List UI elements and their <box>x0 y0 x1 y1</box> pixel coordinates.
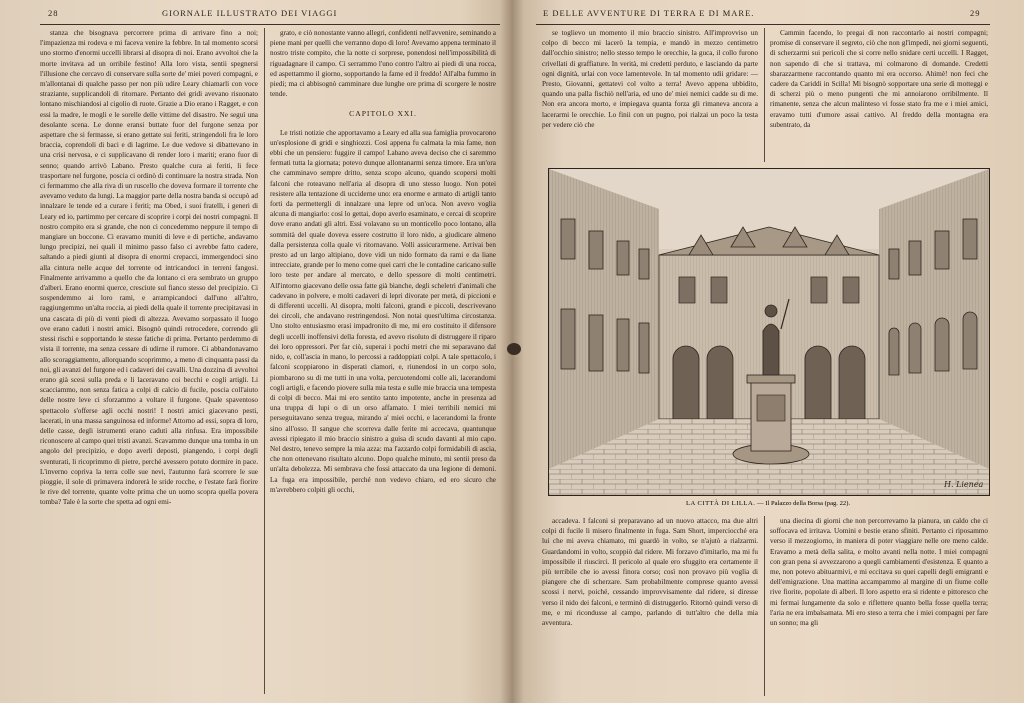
left-col2-body: Le tristi notizie che apportavamo a Leary ed alla sua famiglia provocarono un'esplosione di gridi e singhiozzi. Così appena fu calmata la mia fame, non ebbi che un pensiero: fuggire il campo! Labano aveva deciso che ci saremmo fermati tutta la giornata; potevo dunque allontanarmi senza timore. Era un'ora che camminavo sempre dritto, senza scopo alcuno, quando scopersi molti falconi che roteavano nell'aria al disopra di uno stesso luogo. Non potei resistere alla tentazione di ucciderne uno: era enorme e armato di artigli tanto forti da permettergli di innalzare una lepre od un'oca. Non avevo voglia alcuna di mangiarlo: così lo gettai, dopo averlo esaminato, e cercai di scoprire dove erano andati gli altri. Essi volavano su un monticello poco lontano, alla sommità del quale doveva essere costrutto il loro nido, a giudicare almeno dalla persistenza colla quale vi ritornavano. Volli assicurarmene. Arrivai ben presto ad un largo altipiano, dove vidi un nido formato da rami e da liane intrecciate, grande per lo meno come quei carri che le contadine caricano sulle loro teste per andare al mercato, e dello spessore di molti centimetri. All'intorno giacevano delle ossa fatte già bianche, degli scheletri d'animali che cadevano in polvere, e molti cadaveri di lepri divorate per metà, di piccioni e di differenti uccelli. Al disopra, molti falconi, grandi e piccoli, descrivevano dei circoli, che andavano restringendosi. Non notai quest'ultima circostanza. Uno stolto entusiasmo erasi impadronito di me, mi ero costituito il difensore degli uccelli inoffensivi della foresta, ed avevo risoluto di distruggere il riparo dei loro oppressori. Per far ciò, superai i pochi metri che mi separavano dal nido, e, coll'ascia in mano, lo percossi a raddoppiati colpi. A tale spettacolo, i falconi scoppiarono in disperati clamori, e, riunendosi in un corpo solo, piombarono su di me tutti in una volta, percuotendomi colle ali, lacerandomi cogli artigli, e facendo piovere sulla mia testa e sulle mie braccia una tempesta di colpi di becco. Mai mi ero sentito tanto impotente, anche in presenza ad una truppa di lupi o di un orso affamato. I miei terribili nemici mi perseguitavano senza tregua, mirando a' miei occhi, e lacerandomi la fronte sino all'osso. Il sangue che scorreva dalle ferite mi accecava, quantunque avessi ripiegato il mio braccio sinistro a guisa di scudo davanti al mio capo. Nel destro, tenevo sempre la mia azza: ma l'azzardo colpi formidabili di ascia, che non ottenevano risultato alcuno. Dopo qualche minuto, mi sentii preso da un'alta debolezza. Mi sembrava che fossi attaccato da una legione di demoni. La fuga era impossibile, perché non vedevo chiaro, ed ero sicuro che m'avrebbero colpiti gli occhi, <box>270 128 496 494</box>
right-col1-top-text: se toglievo un momento il mio braccio sinistro. All'improvviso un colpo di becco mi lacerò la tempia, e mandò in mezzo centimetro dall'occhio sinistro; nello stesso tempo le orecchie, la guca, il collo furono crivellati di graffiature. In verità, mi credetti perduto, e lasciando da parte ogni dignità, urlai con voce lamentevole. In tal momento udii gridare: — Presto, Giovanni, gettatevi col volto a terra! Avevo appena ubbidito, quando una palla fischiò nell'aria, ed uno de' miei nemici cadde su di me. Non era ancora morto, e impiegava quanta forza gli rimaneva ancora a lacerarmi le orecchie. Lo finii con un pugno, poi rialzai un poco la testa per vedere ciò che <box>542 29 758 129</box>
engraver-signature: H. Lienea <box>944 480 984 489</box>
right-column-1-bottom <box>542 516 758 696</box>
binding-hole <box>507 343 521 355</box>
right-column-2-top <box>770 28 988 162</box>
left-header-rule <box>40 24 500 25</box>
left-column-divider <box>264 28 265 694</box>
left-column-2 <box>270 28 496 694</box>
left-col1-text: stanza che bisognava percorrere prima di arrivare fino a noi; l'impazienza mi rodeva e mi faceva venire la febbre. In tal momento scorsi uno stormo d'enormi uccelli librarsi al disopra di noi. Erano avvoltoi che la morte invitava ad un orribile festino! Alla loro vista, sentii spegnersi l'illusione che cercavo di conservare sulla sorte de' miei poveri compagni, e m'allontanai di qualche passo per non più udire Leary chiamarli con voce straziante, supplicandoli di ritornare. Pertanto dei gridi avevano risuonato lontano mischiandosi al cigolio di ruote. Grazie a Dio erano i Ragget, e con essi la madre, le mogli e le sorelle delle vittime del disastro. Ne seguì una desolante scena. Le donne eransi buttate fuor del furgone senza por aspettare che si fermasse, si erano gettate sui feriti, stringendoli fra le loro braccia, coprendoli di baci e di lagrime. Le due vedove si dibattevano in una crisi nervosa, e ci supplicavano di render loro i mariti; erano fuor di senno; quando arrivò Labano. Presto qualche cura ai feriti, li fece trasportare nel furgone, poscia ci ordinò di continuare la nostra strada. Non ci fermammo che alla riva di un ruscello che doveva formare il torrente che avevamo veduto da lungi. La maggior parte della nostra banda si occupò ad innalzare le tende ed a curare i feriti; ma Obed, i suoi fratelli, i generi di Leary ed io, partimmo per cercare di scoprire i corpi dei nostri compagni. Il nostro compito era si grande, che non ci concedemmo neppure il tempo di mangiare un boccone. Ci eravamo muniti di leve e di pertiche, andavamo lungo precipizi, nei quali il minimo passo falso ci avrebbe fatto cadere, saltando a piedi giunti al disopra di enormi crepacci, immergendoci sino alla cintura nelle acque del torrente od intricandoci in terreni fangosi. Finalmente arrivammo a quello che da lontano ci era sembrato un gruppo d'alberi. Erano enormi querce, cresciute sul fianco stesso del precipizio. Ci sospendemmo ai loro rami, e arrampicandoci dall'uno all'altro, raggiungemmo un'alta roccia, ai piedi della quale il torrente precipitavasi in una cascata di più di venti piedi di altezza. Avevamo sorpassato il luogo ove erano caduti i nostri amici. Bisognò quindi retrocedere, correndo gli stessi rischi e sopportando le stesse fatiche di prima. Pertanto perdemmo di vista il torrente, ma senza cessare di udirne il rumore. Ci abbandonavamo allo scoraggiamento, allorquando scoprimmo, a meno di cinquanta passi da noi, gli avanzi del furgone ed i cadaveri dei cavalli. Una dozzina di avvoltoi erano già scesi sulla preda e li laceravano coi becchi e cogli artigli. Li scacciammo, non senza fatica a colpi di calcio di fucile, poscia coll'aiuto delle nostre leve ci sforzammo a voltare il furgone. Quale spaventoso spettacolo s'offerse agli occhi nostri! I nostri amici giacevano pesti, lacerati, in una massa sanguinosa ed informe! Attorno ad essi, sopra di loro, delle casse, degli istrumenti erano caduti alla rinfusa. Era impossibile riconoscere al campo quei tristi avanzi. Scavammo dunque una tomba in un angolo del precipizio, e dopo averli deposti, piangendo, i corpi degli sventurati, li ricoprimmo di pietre, perché avessero potuto dormire in pace. L'inverno copriva la terra colle sue nevi, l'autunno farà scorrere le sue pioggie, il sole di primavera indorerà le sride rocche, e l'estate farà fiorire le rive del torrente, quante volte prima che un uomo scopra quella povera tomba? Tale è la sorte che spetta ad ogni emi- <box>40 29 258 507</box>
caption-title: LA CITTÀ DI LILLA. <box>685 500 756 507</box>
right-col1-bottom-text: accadeva. I falconi si preparavano ad un nuovo attacco, ma due altri colpi di fucile li misero finalmente in fuga. Sam Short, imperciocché era lui che mi aveva chiamato, mi guardò in volto, se n'ajutò a rialzarmi. Guardandomi in volto, scoppiò dal ridere. Mi forzavo d'imitarlo, ma mi fu impossibile il riuscirci. Il pericolo al quale ero sfuggito era certamente il più terribile che io avessi finora corso; così non provavo più voglia di piangere che di scherzare. Sam probabilmente comprese quanto avessi scossi i nervi, poiché, cessando improvvisamente dal ridere, si diresse verso il nido dei falconi, e terminò di distruggerlo. Ritornò quindi verso di me, e mi ricondusse al campo, parlando di tutt'altro che della mia avventura. <box>542 517 758 628</box>
right-column-2-bottom <box>770 516 988 696</box>
caption-text: — Il Palazzo della Borsa (pag. 22). <box>757 500 851 507</box>
engraving-illustration <box>548 168 990 496</box>
left-running-head: GIORNALE ILLUSTRATO DEI VIAGGI <box>162 8 338 18</box>
illustration-caption <box>548 500 988 507</box>
right-page-number: 29 <box>970 8 981 18</box>
right-column-divider-top <box>764 28 765 162</box>
left-column-1 <box>40 28 258 694</box>
right-column-divider-bottom <box>764 516 765 696</box>
right-col2-top-text: Cammin facendo, lo pregai di non raccontarlo ai nostri compagni; promise di conservare il segreto, ciò che non gl'impedì, nei giorni seguenti, di scherzarmi sui pericoli che si corre nello snidare certi uccelli. I Ragget, non sapendo di che si trattava, mi colmarono di domande. Credetti sbarazzarmene raccontando quanto mi era occorso. Ahimè! non feci che cadere da Cariddi in Scilla! Mi bisognò sopportare una serie di motteggi e di scherzi più o meno pungenti che mi annoiarono orribilmente. Il rimanente, senza che alcun malinteso vi fosse stato fra me e i miei amici, eravamo tutti d'umore assai cattivo. Al freddo della montagna era subentrato, da <box>770 29 988 129</box>
right-column-1-top <box>542 28 758 162</box>
palace-courtyard-engraving <box>549 169 989 495</box>
chapter-title: CAPITOLO XXI. <box>349 109 417 119</box>
right-header-rule <box>536 24 990 25</box>
right-running-head: E DELLE AVVENTURE DI TERRA E DI MARE. <box>543 8 755 18</box>
right-col2-bottom-text: una diecina di giorni che non percorrevamo la pianura, un caldo che ci soffocava ed irritava. Uomini e bestie erano sfiniti. Pertanto ci riposammo verso il mezzogiorno, in maniera di poter viaggiare nelle ore meno calde. Eravamo a metà della salita, e molto avanti nella notte. I miei compagni con gran pena si avvezzarono a quegli cambiamenti d'esistenza. E quanto a me, non potevo abituarmivi, e mi eccitava su quei capelli degli emigranti e dell'emigrazione. Una mattina accampammo al margine di un fiume colle rive fiorite, popolate di alberi. Il loro aspetto era si ridente e pittoresco che mi fermai lungamente da solo e riflettere quanto bella fosse quella terra; l'aria ne era imbalsamata. Mi ero steso a terra che i miei compagni per fare un sonno; ma gli <box>770 517 988 628</box>
left-page-number: 28 <box>48 8 59 18</box>
left-col2-intro: grato, e ciò nonostante vanno allegri, confidenti nell'avvenire, seminando a piene mani per quelli che verranno dopo di loro! Avevamo appena terminato il nostro triste compito, che la notte ci sorprese, ponendosi nell'impossibilità di riguadagnare il campo. Ci serrammo l'uno contro l'altro ai piedi di una rocca, ed aspettammo il giorno, sopportando la fame ed il freddo! All'alba fummo in piedi; ma ci abbisognò camminare due lunghe ore prima di scorgere le nostre tende. <box>270 29 496 99</box>
